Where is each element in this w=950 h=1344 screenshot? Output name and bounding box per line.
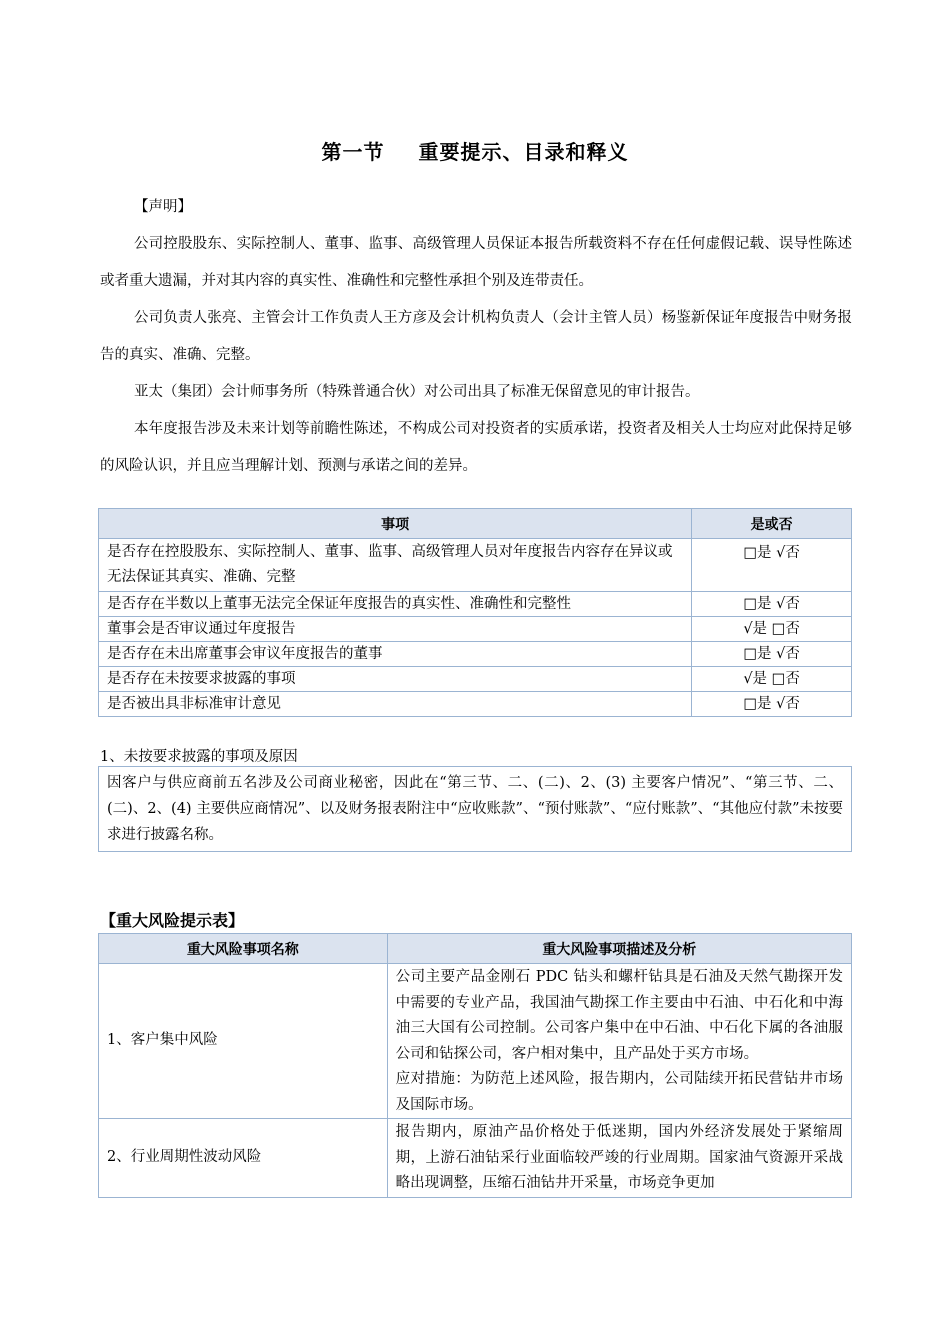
table-header-row (99, 509, 852, 539)
matter-answer: □是 √否 (692, 592, 852, 617)
risk-measure: 应对措施：为防范上述风险，报告期内，公司陆续开拓民营钻井市场及国际市场。 (395, 1071, 843, 1113)
matter-item: 董事会是否审议通过年度报告 (99, 617, 692, 642)
column-header: 重大风险事项描述及分析 (387, 934, 851, 964)
column-header: 事项 (99, 509, 692, 539)
matters-table (98, 508, 852, 717)
undisclosed-label: 1、未按要求披露的事项及原因 (100, 749, 298, 765)
table-row (99, 539, 852, 592)
table-row (99, 1119, 852, 1198)
risk-table (98, 933, 852, 1198)
matter-answer: □是 √否 (692, 539, 852, 592)
risk-description-cell (387, 1119, 851, 1198)
matter-item: 是否存在控股股东、实际控制人、董事、监事、高级管理人员对年度报告内容存在异议或无法保证其真实、准确、完整 (99, 539, 692, 592)
declaration-paragraph: 公司控股股东、实际控制人、董事、监事、高级管理人员保证本报告所载资料不存在任何虚假记载、误导性陈述或者重大遗漏，并对其内容的真实性、准确性和完整性承担个别及连带责任。 (100, 236, 852, 289)
table-row (99, 767, 852, 852)
risk-description: 公司主要产品金刚石 PDC 钻头和螺杆钻具是石油及天然气勘探开发中需要的专业产品，我国油气勘探工作主要由中石油、中石化和中海油三大国有公司控制。公司客户集中在中石油、中石化下属的各油服公司和钻探公司，客户相对集中，且产品处于买方市场。 (395, 969, 843, 1062)
declaration-paragraph: 亚太（集团）会计师事务所（特殊普通合伙）对公司出具了标准无保留意见的审计报告。 (134, 384, 700, 400)
table-row (99, 667, 852, 692)
undisclosed-reason: 因客户与供应商前五名涉及公司商业秘密，因此在“第三节、二、(二)、2、(3) 主要客户情况”、“第三节、二、(二)、2、(4) 主要供应商情况”、以及财务报表附注中“应收账款”、“预付账款”、“应付账款”、“其他应付款”未按要求进行披露名称。 (99, 767, 852, 852)
matter-answer: □是 √否 (692, 642, 852, 667)
column-header: 重大风险事项名称 (99, 934, 388, 964)
column-header: 是或否 (692, 509, 852, 539)
matter-answer: √是 □否 (692, 667, 852, 692)
risk-name: 2、行业周期性波动风险 (99, 1119, 388, 1198)
section-number: 第一节 (321, 140, 385, 164)
matter-item: 是否存在未出席董事会审议年度报告的董事 (99, 642, 692, 667)
matter-answer: □是 √否 (692, 692, 852, 717)
matter-answer: √是 □否 (692, 617, 852, 642)
risk-description-cell (387, 964, 851, 1119)
section-title (0, 136, 950, 165)
matter-item: 是否存在未按要求披露的事项 (99, 667, 692, 692)
declaration-paragraph: 公司负责人张亮、主管会计工作负责人王方彦及会计机构负责人（会计主管人员）杨鉴新保证年度报告中财务报告的真实、准确、完整。 (100, 310, 852, 363)
declaration-paragraph: 本年度报告涉及未来计划等前瞻性陈述，不构成公司对投资者的实质承诺，投资者及相关人士均应对此保持足够的风险认识，并且应当理解计划、预测与承诺之间的差异。 (100, 421, 852, 474)
table-row (99, 692, 852, 717)
declaration-label: 【声明】 (134, 199, 192, 215)
risk-description: 报告期内，原油产品价格处于低迷期，国内外经济发展处于紧缩周期，上游石油钻采行业面临较严竣的行业周期。国家油气资源开采战略出现调整，压缩石油钻井开采量，市场竞争更加 (395, 1124, 843, 1191)
risk-table-heading: 【重大风险提示表】 (100, 911, 245, 930)
undisclosed-reason-box (98, 766, 852, 852)
risk-name: 1、客户集中风险 (99, 964, 388, 1119)
matter-item: 是否被出具非标准审计意见 (99, 692, 692, 717)
table-row (99, 642, 852, 667)
table-header-row (99, 934, 852, 964)
matter-item: 是否存在半数以上董事无法完全保证年度报告的真实性、准确性和完整性 (99, 592, 692, 617)
table-row (99, 617, 852, 642)
table-row (99, 964, 852, 1119)
section-name: 重要提示、目录和释义 (418, 140, 629, 164)
table-row (99, 592, 852, 617)
